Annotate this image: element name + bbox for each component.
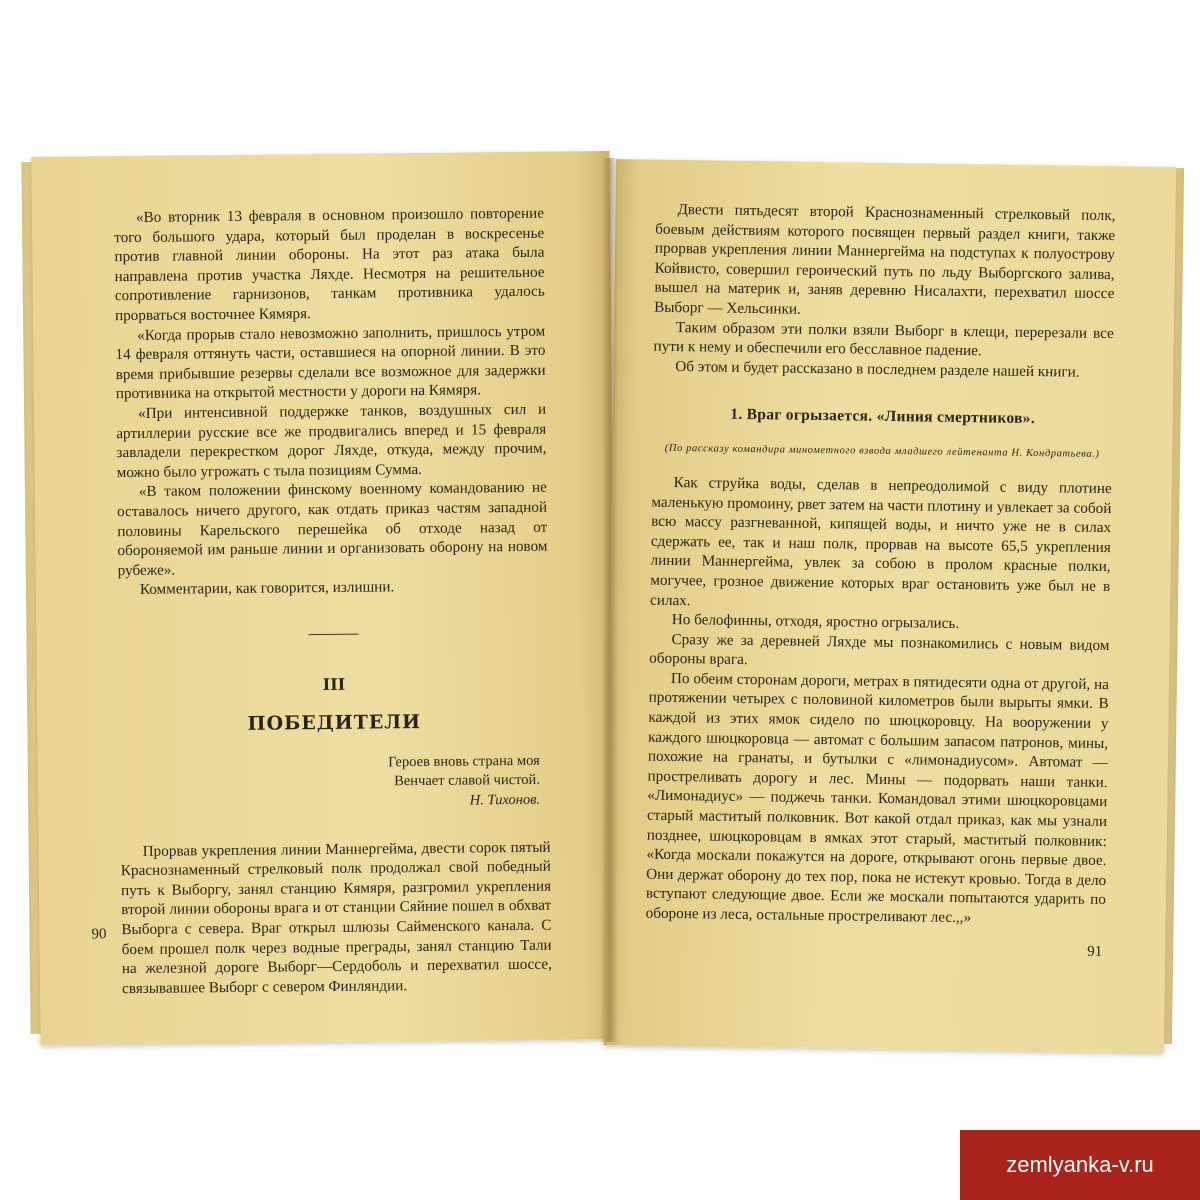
paragraph: «При интенсивной поддержке танков, воздушных сил и артиллерии русские все же продвигались вперед и 15 февраля завладели перекрестком дорог Ляхде, откуда, между прочим, можно было угрожать с тыла позициям Сумма. [116,400,547,481]
page-number: 90 [91,926,107,943]
paragraph: По обеим сторонам дороги, метрах в пятидесяти одна от другой, на протяжении четырех с половиной километров были вырыты ямки. В каждой из этих ямок сидело по шюцкоровцу. На вооружении у каждого шюцкоровца — автомат с большим запасом патронов, мины, похожие на гранаты, и бутылки с «лимонадиусом». Автомат — простреливать дорогу и лес. Мины — подорвать наши танки. «Лимонадиус» — поджечь танки. Командовал этими шюцкоровцами старый маститый полковник. Вот какой отдал приказ, как мы узнали позднее, шюцкоровцам в ямках этот старый, маститый полковник: «Когда москали покажутся на дороге, открывают огонь первые двое. Они держат оборону до тех пор, пока не истекут кровью. Тогда в дело вступают следующие двое. Если же москали попытаются ударить по обороне из леса, остальные простреливают лес.,,» [645,669,1110,927]
paragraph: Таким образом эти полки взяли Выборг в клещи, перерезали все пути к нему и обеспечили его бесславное падение. [653,318,1114,360]
chapter-title: 1. Враг огрызается. «Линия смертников». [730,406,1036,428]
paragraph: Двести пятьдесят второй Краснознаменный стрелковый полк, боевым действиям которого посвящен первый раздел книги, также прорвав укрепления линии Маннергейма на подступах к полуострову Койвисто, совершил героический путь по льду Выборгского залива, вышел на материк и, заняв деревню Нисалахти, перехватил шоссе Выборг — Хельсинки. [654,200,1116,318]
paragraph: Об этом и будет рассказано в последнем разделе нашей книги. [675,357,1080,381]
left-page [31,151,618,1045]
watermark-text: zemlyanka-v.ru [1006,1152,1154,1177]
epigraph [120,752,541,814]
part-title: ПОБЕДИТЕЛИ [247,711,422,736]
paragraph: «Во вторник 13 февраля в основном произошло повторение того большого удара, который был проделан в воскресенье против главной линии обороны. На этот раз атака была направлена против участка Ляхде. Несмотря на решительное сопротивление гарнизонов, танкам противника удалось прорваться восточнее Кямяря. [114,204,545,325]
right-page [604,159,1176,1053]
paragraph: «Когда прорыв стало невозможно заполнить, пришлось утром 14 февраля оттянуть части, оставшиеся на опорной линии. В это время прибывшие резервы сделали все возможное для задержки противника на открытой местности у дороги на Кямяря. [115,322,546,403]
paragraph: Прорвав укрепления линии Маннергейма, двести сорок пятый Краснознаменный стрелковый полк продолжал свой победный путь к Выборгу, занял станцию Кямяря, разгромил укрепления второй линии обороны врага и от станции Сяйние пошел в обхват Выборга с севера. Враг открыл шлюзы Сайменского канала. С боем прошел полк через водные преграды, занял станцию Тали на железной дороге Выборг—Сердоболь и перехватил шоссе, связывавшее Выборг с севером Финляндии. [120,838,552,997]
paragraph: Но белофинны, отходя, яростно огрызались. [671,611,960,633]
left-page-text [114,204,552,999]
watermark-badge [960,1130,1200,1200]
page-number: 91 [1087,943,1103,960]
book-spine-gutter [602,158,618,1042]
paragraph: Как струйка воды, сделав в непреодолимой с виду плотине маленькую промоину, рвет затем на части плотину и увлекает за собой всю массу разгневанной, кипящей воды, и ничто уже не в силах сдержать ее, так и наш полк, прорвав на высоте 65,5 укрепления линии Маннергейма, увлек за собою в пролом красные полки, могучее, грозное движение которых враг остановить уже был не в силах. [649,473,1112,609]
paragraph: «В таком положении финскому военному командованию не оставалось ничего другого, как отдать приказ частям западной половины Карельского перешейка об отходе назад от обороняемой им раньше линии и организовать оборону на новом рубеже». [116,478,548,579]
paragraph: Комментарии, как говорится, излишни. [139,578,395,599]
section-divider [308,634,358,636]
epigraph-author: Н. Тихонов. [469,791,541,809]
paragraph: Сразу же за деревней Ляхде мы познакомились с новым видом обороны врага. [649,630,1110,669]
right-page-text [646,200,1116,930]
chapter-subtitle: (По рассказу командира минометного взвода младшего лейтенанта Н. Кондратьева.) [664,442,1100,460]
epigraph-line: Венчает славой чистой. [394,771,540,789]
epigraph-line: Героев вновь страна моя [388,752,540,771]
part-number: III [322,674,346,694]
